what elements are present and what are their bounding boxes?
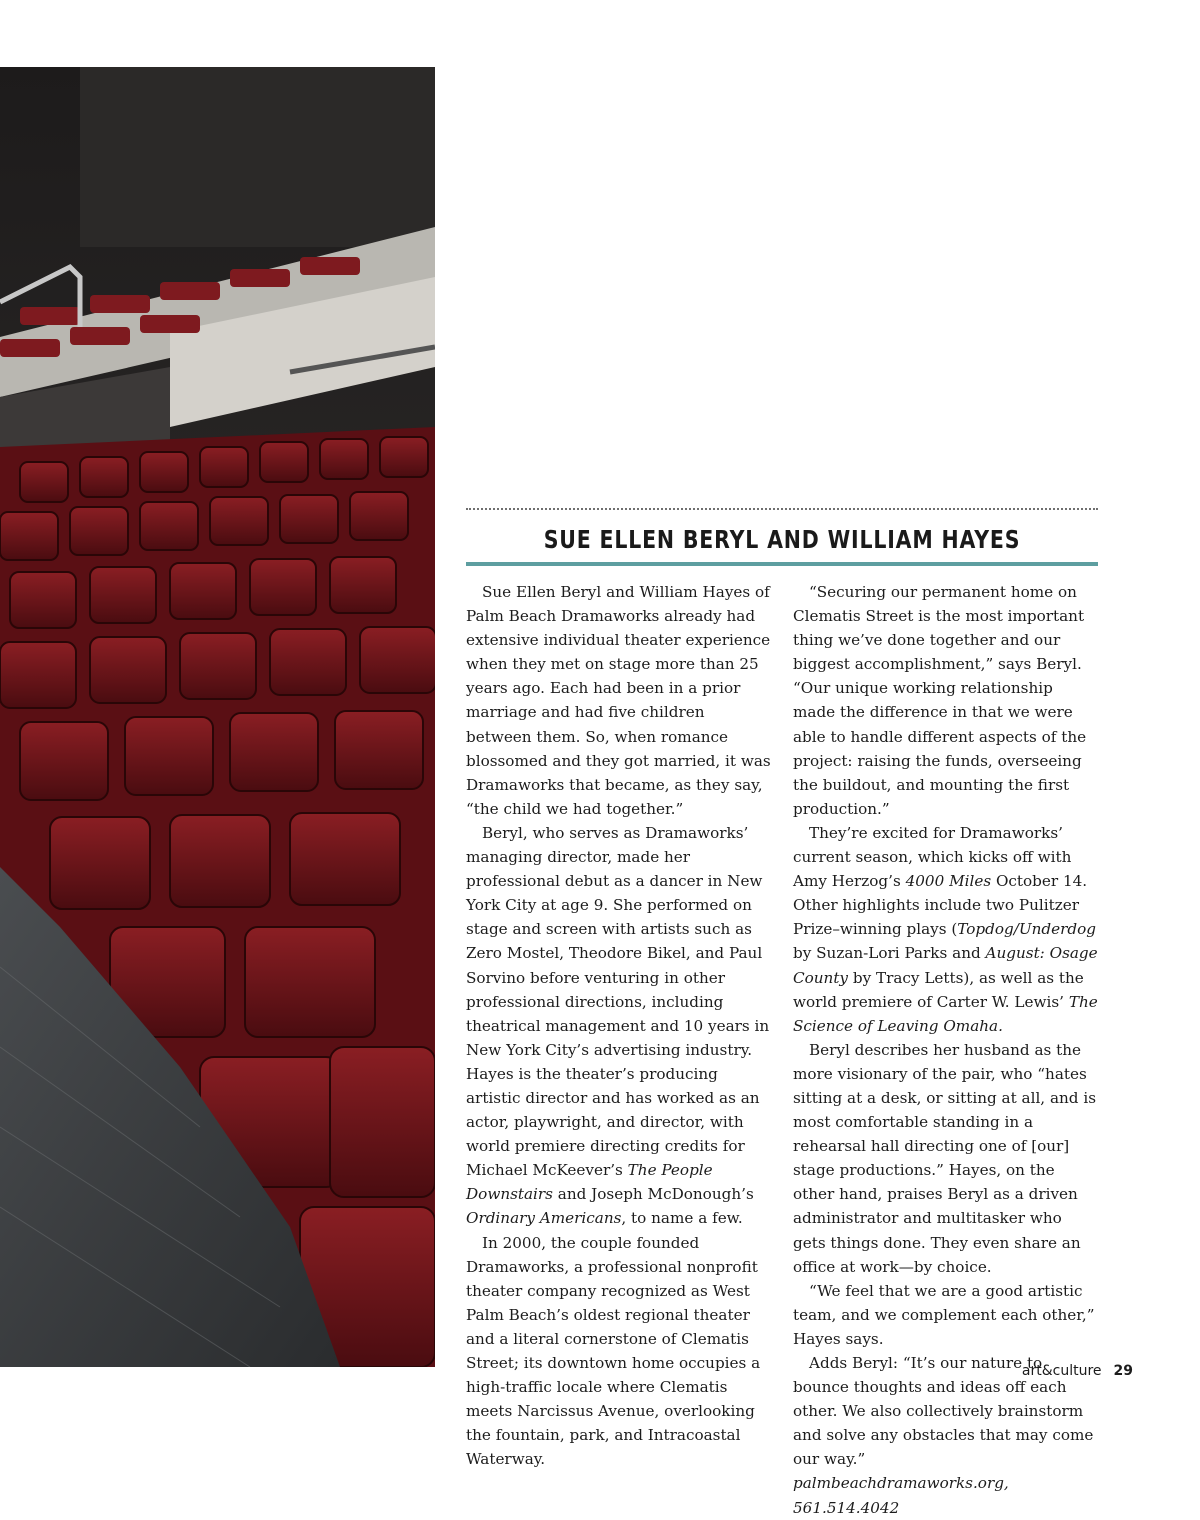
article-headline: SUE ELLEN BERYL AND WILLIAM HAYES — [543, 525, 1021, 554]
dotted-divider — [466, 508, 1098, 510]
paragraph: In 2000, the couple founded Dramaworks, a professional nonprofit theater company recognized as West Palm Beach’s oldest regional theater and a literal cornerstone of Clematis Street; its downtown home occupies a high-traffic locale where Clematis meets Narcissus Avenue, overlooking the fountain, park, and Intracoastal Waterway. — [466, 1233, 761, 1469]
theater-seats-photo — [0, 67, 435, 1367]
article-columns — [466, 580, 1098, 1520]
paragraph: Adds Beryl: “It’s our nature to bounce thoughts and ideas off each other. We also collectively brainstorm and solve any obstacles that may come our way.” — [793, 1354, 1094, 1469]
article — [466, 508, 1098, 1520]
paragraph: “Securing our permanent home on Clematis Street is the most important thing we’ve done together and our biggest accomplishment,” says Beryl. “Our unique working relationship made the difference in that we were able to handle different aspects of the project: raising the funds, overseeing the buildout, and mounting the first production.” — [793, 583, 1087, 818]
website-contact[interactable]: palmbeachdramaworks.org, 561.514.4042 — [793, 1474, 1009, 1517]
left-column — [466, 580, 771, 1520]
paragraph: Beryl describes her husband as the more visionary of the pair, who “hates sitting at a desk, or sitting at all, and is most comfortable standing in a rehearsal hall directing one of [our] stage productions.” Hayes, on the other hand, praises Beryl as a driven administrator and multitasker who gets things done. They even share an office at work—by choice. — [793, 1040, 1097, 1276]
headline-underline — [466, 562, 1098, 566]
section-name: art&culture — [1021, 1363, 1102, 1379]
paragraph: Beryl, who serves as Dramaworks’ managing director, made her professional debut as a dancer in New York City at age 9. She performed on stage and screen with artists such as Zero Mostel, Theodore Bikel, and Paul Sorvino before venturing in other professional directions, including theatrical management and 10 years in New York City’s advertising industry. Hayes is the theater’s producing artistic director and has worked as an actor, playwright, and director, with world premiere directing credits for Michael McKeever’s The People Downstairs and Joseph McDonough’s Ordinary Americans, to name a few. — [466, 823, 770, 1228]
paragraph: “We feel that we are a good artistic team, and we complement each other,” Hayes says. — [793, 1281, 1095, 1348]
page-footer — [1022, 1363, 1133, 1379]
paragraph: They’re excited for Dramaworks’ current season, which kicks off with Amy Herzog’s 4000 Miles October 14. Other highlights include two Pulitzer Prize–winning plays (Topdog/Underdog by Suzan-Lori Parks and August: Osage County by Tracy Letts), as well as the world premiere of Carter W. Lewis’ The Science of Leaving Omaha. — [793, 823, 1098, 1035]
page-number: 29 — [1113, 1363, 1133, 1379]
paragraph: Sue Ellen Beryl and William Hayes of Palm Beach Dramaworks already had extensive individual theater experience when they met on stage more than 25 years ago. Each had been in a prior marriage and had five children between them. So, when romance blossomed and they got married, it was Dramaworks that became, as they say, “the child we had together.” — [466, 583, 771, 818]
